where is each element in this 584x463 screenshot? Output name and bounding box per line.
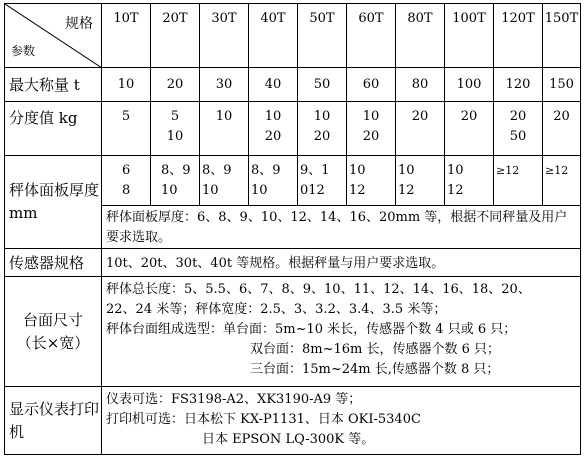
thickness-value — [151, 156, 200, 206]
sensor-text: 10t、20t、30t、40t 等规格。根据秤量与用户要求选取。 — [102, 249, 581, 277]
division-line-2: 20 — [313, 129, 331, 144]
platform-row — [5, 277, 581, 387]
division-value — [494, 102, 543, 156]
thickness-value — [347, 156, 396, 206]
thickness-line-2: 012 — [300, 183, 325, 198]
platform-line: 22、24 米等；秤体宽度：2.5、3、3.2、3.4、3.5 米等； — [106, 302, 447, 317]
division-line-2: 10 — [166, 129, 184, 144]
capacity-header: 80T — [396, 4, 445, 68]
thickness-value — [200, 156, 249, 206]
thickness-line-1: ≥12 — [545, 164, 569, 177]
display-line: 仪表可选：FS3198-A2、XK3190-A9 等； — [106, 392, 362, 407]
sensor-label: 传感器规格 — [5, 249, 102, 277]
thickness-line-1: 9、1 — [300, 163, 330, 178]
division-value — [102, 102, 151, 156]
corner-cell — [5, 4, 102, 68]
thickness-row — [5, 156, 581, 206]
capacity-header: 50T — [298, 4, 347, 68]
thickness-value — [102, 156, 151, 206]
max-capacity-row — [5, 68, 581, 102]
division-line-2: 20 — [264, 129, 282, 144]
thickness-line-2: 12 — [447, 183, 464, 198]
thickness-value — [543, 156, 581, 206]
capacity-header: 40T — [249, 4, 298, 68]
division-label: 分度值 kg — [5, 102, 102, 156]
max-capacity-value: 40 — [249, 68, 298, 102]
capacity-header: 60T — [347, 4, 396, 68]
capacity-header: 10T — [102, 4, 151, 68]
thickness-note: 秤体面板厚度：6、8、9、10、12、14、16、20mm 等，根据不同秤量及用户要求选取。 — [102, 206, 581, 249]
capacity-header: 20T — [151, 4, 200, 68]
capacity-header: 30T — [200, 4, 249, 68]
division-value — [347, 102, 396, 156]
division-line-1: 20 — [553, 109, 570, 124]
max-capacity-value: 30 — [200, 68, 249, 102]
platform-label: 台面尺寸（长×宽） — [5, 277, 102, 387]
spec-header-label: 规格 — [65, 16, 93, 32]
capacity-header: 120T — [494, 4, 543, 68]
max-capacity-value: 150 — [543, 68, 581, 102]
display-label: 显示仪表打印机 — [5, 387, 102, 455]
display-line: 日本 EPSON LQ-300K 等。 — [202, 432, 375, 447]
thickness-value — [494, 156, 543, 206]
division-line-1: 10 — [313, 109, 331, 124]
display-line: 打印机可选：日本松下 KX-P1131、日本 OKI-5340C — [106, 412, 421, 427]
division-line-1: 20 — [411, 109, 429, 124]
thickness-line-2: 10 — [161, 183, 178, 198]
division-line-1: 20 — [460, 109, 478, 124]
platform-line: 双台面：8m~16m 长，传感器个数 6 只； — [250, 342, 501, 357]
param-header-label: 参数 — [11, 44, 36, 58]
division-value — [445, 102, 494, 156]
division-value — [200, 102, 249, 156]
max-capacity-value: 20 — [151, 68, 200, 102]
division-value — [396, 102, 445, 156]
max-capacity-value: 100 — [445, 68, 494, 102]
thickness-line-1: 10 — [349, 163, 366, 178]
division-line-1: 5 — [170, 109, 180, 124]
capacity-header: 100T — [445, 4, 494, 68]
max-capacity-value: 50 — [298, 68, 347, 102]
platform-line: 秤体台面组成选型：单台面：5m~10 米长，传感器个数 4 只或 6 只； — [106, 322, 517, 337]
thickness-line-1: 8、9 — [202, 163, 232, 178]
thickness-line-2: 10 — [202, 183, 219, 198]
division-value — [298, 102, 347, 156]
thickness-value — [445, 156, 494, 206]
division-value — [249, 102, 298, 156]
max-capacity-value: 120 — [494, 68, 543, 102]
thickness-line-1: 6 — [122, 163, 131, 178]
thickness-value — [298, 156, 347, 206]
max-capacity-value: 10 — [102, 68, 151, 102]
thickness-line-1: 8、9 — [251, 163, 281, 178]
division-value — [543, 102, 581, 156]
thickness-line-1: ≥12 — [496, 164, 520, 177]
division-row — [5, 102, 581, 156]
max-capacity-label: 最大称量 t — [5, 68, 102, 102]
thickness-line-2: 10 — [251, 183, 268, 198]
display-text — [102, 387, 581, 455]
division-line-2: 20 — [362, 129, 380, 144]
division-line-1: 10 — [264, 109, 282, 124]
platform-text — [102, 277, 581, 387]
thickness-value — [249, 156, 298, 206]
max-capacity-value: 60 — [347, 68, 396, 102]
thickness-line-2: 12 — [398, 183, 415, 198]
thickness-line-1: 10 — [398, 163, 415, 178]
max-capacity-value: 80 — [396, 68, 445, 102]
sensor-row — [5, 249, 581, 277]
division-line-2: 50 — [509, 129, 527, 144]
division-line-1: 10 — [215, 109, 233, 124]
capacity-header: 150T — [543, 4, 581, 68]
thickness-value — [396, 156, 445, 206]
thickness-line-2: 8 — [122, 183, 131, 198]
spec-table — [4, 3, 581, 455]
thickness-label: 秤体面板厚度 mm — [5, 156, 102, 249]
platform-line: 三台面：15m~24m 长,传感器个数 8 只； — [250, 362, 500, 377]
thickness-line-1: 10 — [447, 163, 464, 178]
platform-line: 秤体总长度：5、5.5、6、7、8、9、10、11、12、14、16、18、20、 — [106, 282, 531, 297]
header-row — [5, 4, 581, 68]
display-row — [5, 387, 581, 455]
division-line-1: 20 — [509, 109, 527, 124]
division-line-1: 10 — [362, 109, 380, 124]
division-value — [151, 102, 200, 156]
division-line-1: 5 — [121, 109, 131, 124]
thickness-line-2: 12 — [349, 183, 366, 198]
thickness-line-1: 8、9 — [161, 163, 191, 178]
